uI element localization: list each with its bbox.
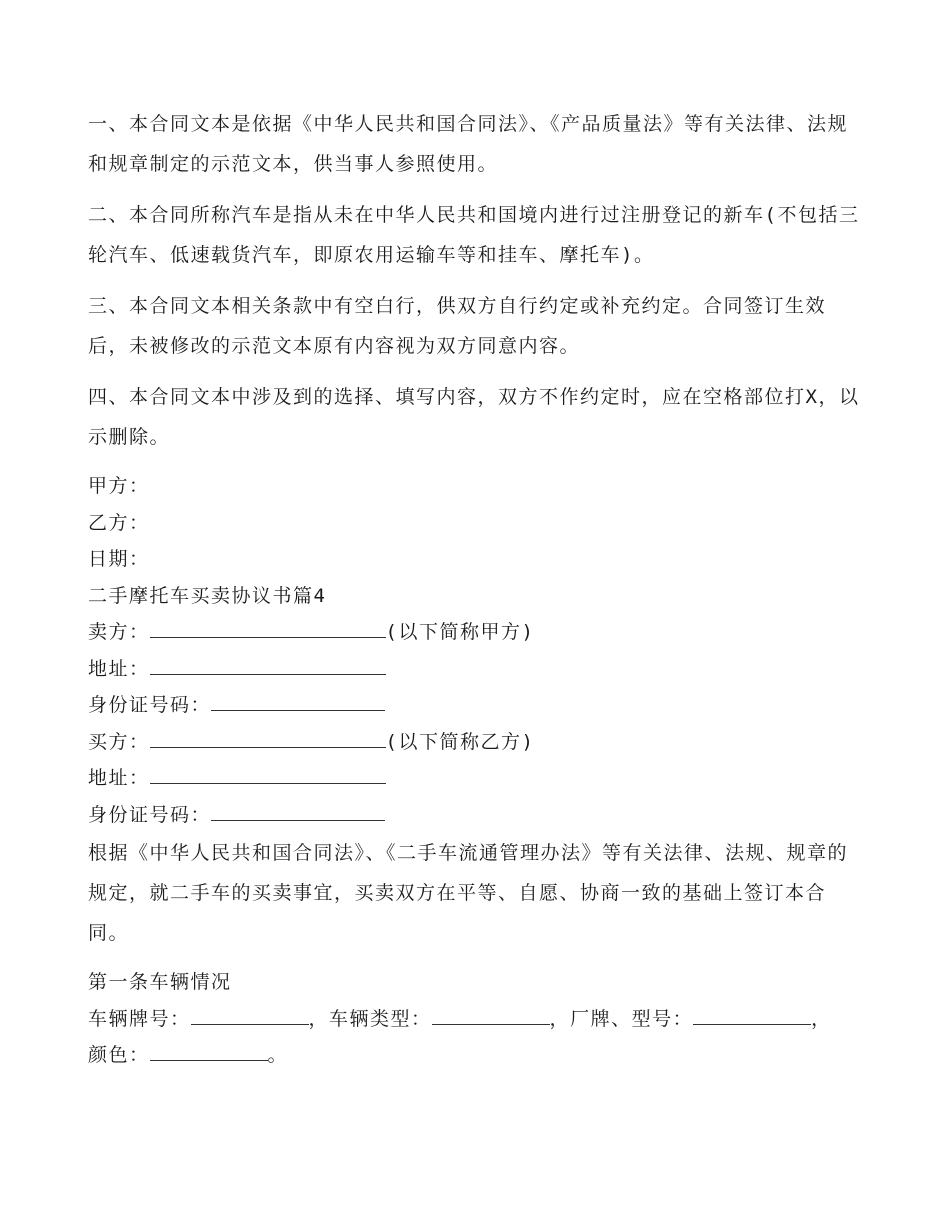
buyer-id-label: 身份证号码： bbox=[88, 803, 212, 826]
color-blank[interactable] bbox=[150, 1042, 268, 1061]
buyer-address-blank[interactable] bbox=[150, 765, 386, 784]
buyer-id-line bbox=[88, 797, 863, 834]
seller-suffix: (以下简称甲方) bbox=[385, 621, 535, 643]
brand-model-label: 厂牌、型号： bbox=[570, 1007, 694, 1030]
buyer-suffix: (以下简称乙方) bbox=[385, 730, 535, 753]
seller-label: 卖方： bbox=[88, 621, 150, 643]
party-b-label: 乙方： bbox=[88, 511, 150, 534]
sep-1: ， bbox=[308, 1007, 330, 1030]
seller-address-blank[interactable] bbox=[150, 656, 386, 675]
brand-model-blank[interactable] bbox=[693, 1006, 811, 1025]
seller-id-label: 身份证号码： bbox=[88, 694, 212, 716]
color-end: 。 bbox=[267, 1044, 289, 1066]
buyer-line bbox=[88, 724, 863, 761]
plate-blank[interactable] bbox=[191, 1006, 309, 1025]
seller-name-blank[interactable] bbox=[150, 619, 386, 638]
seller-id-blank[interactable] bbox=[211, 692, 385, 711]
color-line bbox=[88, 1037, 863, 1074]
sep-3: ， bbox=[811, 1007, 832, 1030]
seller-id-line bbox=[88, 687, 863, 724]
buyer-id-blank[interactable] bbox=[211, 802, 385, 821]
seller-address-line bbox=[88, 651, 863, 688]
sep-2: ， bbox=[549, 1007, 571, 1030]
note-3: 三、本合同文本相关条款中有空白行，供双方自行约定或补充约定。合同签订生效后，未被修改的示范文本原有内容视为双方同意内容。 bbox=[88, 295, 827, 357]
color-label: 颜色： bbox=[88, 1044, 150, 1066]
vehicle-type-label: 车辆类型： bbox=[329, 1007, 432, 1030]
preamble: 根据《中华人民共和国合同法》、《二手车流通管理办法》等有关法律、法规、规章的规定，就二手车的买卖事宜，买卖双方在平等、自愿、协商一致的基础上签订本合同。 bbox=[88, 842, 849, 944]
seller-line bbox=[88, 614, 863, 651]
section-title: 二手摩托车买卖协议书篇4 bbox=[88, 584, 327, 607]
note-4: 四、本合同文本中涉及到的选择、填写内容，双方不作约定时，应在空格部位打X，以示删除。 bbox=[88, 386, 860, 448]
buyer-name-blank[interactable] bbox=[150, 729, 386, 748]
vehicle-type-blank[interactable] bbox=[432, 1006, 550, 1025]
note-2: 二、本合同所称汽车是指从未在中华人民共和国境内进行过注册登记的新车(不包括三轮汽车、低速载货汽车，即原农用运输车等和挂车、摩托车)。 bbox=[88, 204, 860, 266]
buyer-label: 买方： bbox=[88, 730, 150, 753]
article-1-title: 第一条车辆情况 bbox=[88, 971, 232, 993]
note-1: 一、本合同文本是依据《中华人民共和国合同法》、《产品质量法》等有关法律、法规和规章制定的示范文本，供当事人参照使用。 bbox=[88, 113, 849, 175]
buyer-address-label: 地址： bbox=[88, 767, 150, 789]
document-page bbox=[88, 104, 863, 1074]
seller-address-label: 地址： bbox=[88, 657, 150, 680]
buyer-address-line bbox=[88, 760, 863, 797]
party-a-label: 甲方： bbox=[88, 475, 150, 497]
date-label: 日期： bbox=[88, 548, 150, 570]
vehicle-info-line bbox=[88, 1001, 863, 1038]
plate-label: 车辆牌号： bbox=[88, 1007, 191, 1030]
